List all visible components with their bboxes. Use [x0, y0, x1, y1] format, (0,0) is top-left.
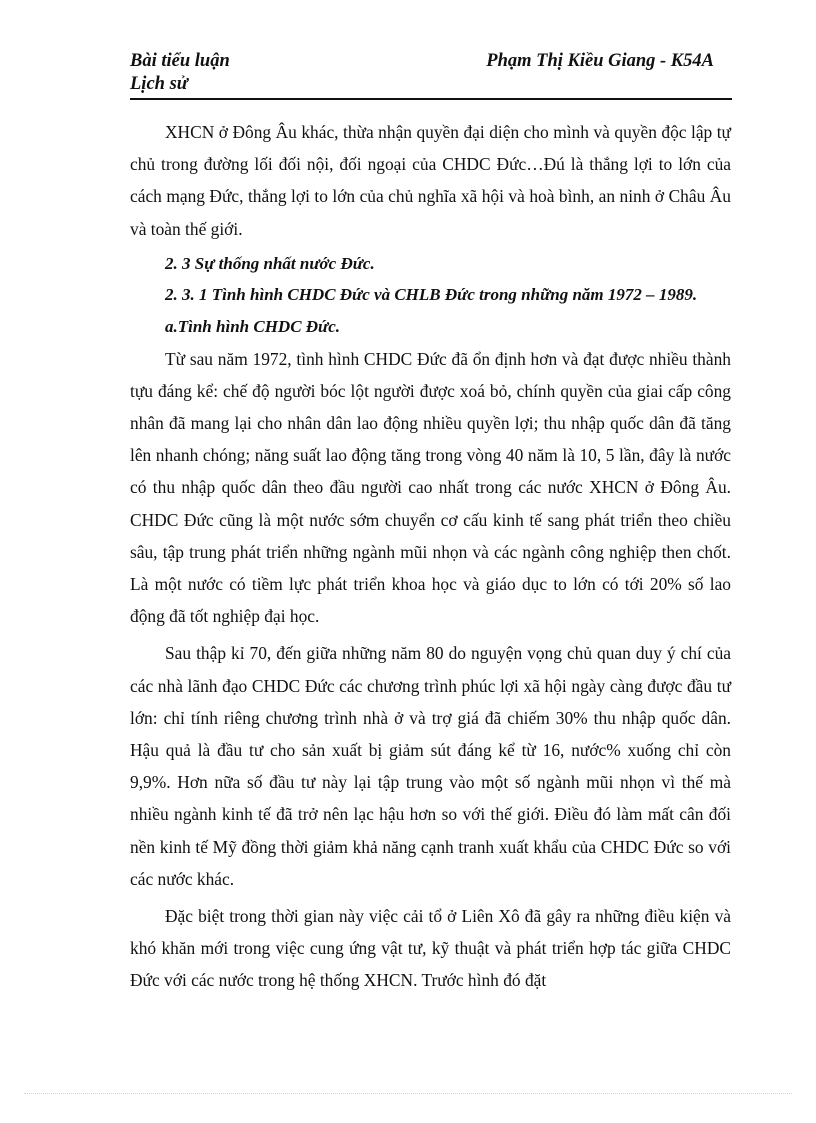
page-body — [130, 116, 731, 997]
page-bottom-divider — [24, 1093, 792, 1094]
paragraph-1: XHCN ở Đông Âu khác, thừa nhận quyền đại diện cho mình và quyền độc lập tự chủ trong đường lối đối nội, đối ngoại của CHDC Đức…Đú là thắng lợi to lớn của cách mạng Đức, thắng lợi to lớn của chủ nghĩa xã hội và hoà bình, an ninh ở Châu Âu và toàn thế giới. — [130, 122, 731, 239]
page-header — [130, 50, 732, 100]
header-left — [130, 50, 230, 96]
paragraph-4: Đặc biệt trong thời gian này việc cải tổ ở Liên Xô đã gây ra những điều kiện và khó khăn mới trong việc cung ứng vật tư, kỹ thuật và phát triển hợp tác giữa CHDC Đức với các nước trong hệ thống XHCN. Trước hình đó đặt — [130, 906, 731, 991]
header-title: Bài tiểu luận — [130, 51, 230, 71]
section-heading: 2. 3 Sự thống nhất nước Đức. — [165, 253, 375, 273]
header-author: Phạm Thị Kiều Giang - K54A — [486, 51, 714, 71]
sub-subsection-heading: a.Tình hình CHDC Đức. — [165, 317, 341, 336]
subsection-heading: 2. 3. 1 Tình hình CHDC Đức và CHLB Đức trong những năm 1972 – 1989. — [165, 285, 698, 305]
header-subject: Lịch sử — [130, 74, 188, 94]
paragraph-2: Từ sau năm 1972, tình hình CHDC Đức đã ổn định hơn và đạt được nhiều thành tựu đáng kể: chế độ người bóc lột người được xoá bỏ, chính quyền của giai cấp công nhân đã mang lại cho nhân dân lao động nhiều quyền lợi; thu nhập quốc dân đã tăng lên nhanh chóng; năng suất lao động tăng trong vòng 40 năm là 10, 5 lần, đây là nước có thu nhập quốc dân theo đầu người cao nhất trong các nước XHCN ở Đông Âu. CHDC Đức cũng là một nước sớm chuyển cơ cấu kinh tế sang phát triển theo chiều sâu, tập trung phát triển những ngành mũi nhọn và các ngành công nghiệp then chốt. Là một nước có tiềm lực phát triển khoa học và giáo dục to lớn có tới 20% số lao động đã tốt nghiệp đại học. — [130, 348, 731, 627]
paragraph-3: Sau thập kỉ 70, đến giữa những năm 80 do nguyện vọng chủ quan duy ý chí của các nhà lãnh đạo CHDC Đức các chương trình phúc lợi xã hội ngày càng được đầu tư lớn: chỉ tính riêng chương trình nhà ở và trợ giá đã chiếm 30% thu nhập quốc dân. Hậu quả là đầu tư cho sản xuất bị giảm sút đáng kể từ 16, nước% xuống chỉ còn 9,9%. Hơn nữa số đầu tư này lại tập trung vào một số ngành mũi nhọn vì thế mà nhiều ngành kinh tế đã trở nên lạc hậu hơn so với thế giới. Điều đó làm mất cân đối nền kinh tế Mỹ đồng thời giảm khả năng cạnh tranh xuất khẩu của CHDC Đức so với các nước khác. — [130, 643, 731, 889]
